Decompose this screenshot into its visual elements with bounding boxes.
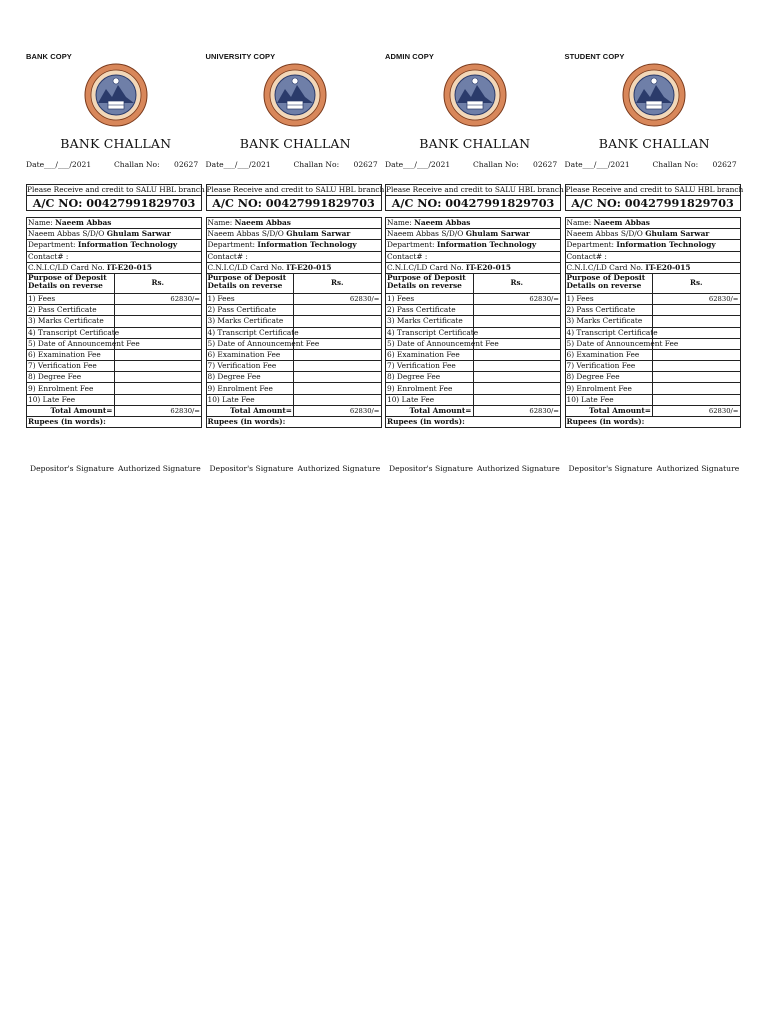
student-name: Naeem Abbas (55, 218, 112, 228)
table-row: 7) Verification Fee (386, 361, 561, 372)
table-row (206, 251, 381, 262)
table-row: Naeem Abbas S/D/O Ghulam Sarwar (565, 229, 740, 240)
bank-instruction: Please Receive and credit to SALU HBL branch (27, 185, 205, 194)
father-name: Ghulam Sarwar (645, 229, 710, 239)
table-row: 6) Examination Fee (206, 349, 381, 360)
total-row (565, 405, 740, 416)
university-seal-icon (622, 63, 686, 127)
table-header-row (206, 273, 381, 293)
table-row: 4) Transcript Certificate (386, 327, 561, 338)
rupees-in-words: Rupees (in words): (206, 417, 381, 428)
table-row: 2) Pass Certificate (206, 305, 381, 316)
table-header-row (386, 273, 561, 293)
purpose-header: Purpose of Deposit Details on reverse (27, 273, 115, 293)
table-row: 5) Date of Announcement Fee (386, 338, 561, 349)
amount-header: Rs. (294, 273, 382, 293)
depositor-signature: Depositor's Signature (209, 464, 294, 474)
depositor-signature: Depositor's Signature (30, 464, 114, 474)
copy-label: UNIVERSITY COPY (205, 52, 276, 61)
table-row: C.N.I.C/LD Card No. IT-E20-015 (206, 262, 381, 273)
university-seal (565, 62, 745, 128)
table-row: 7) Verification Fee (206, 361, 381, 372)
total-amount: 62830/= (473, 405, 561, 416)
table-row: Naeem Abbas S/D/O Ghulam Sarwar (27, 229, 202, 240)
department: Information Technology (436, 240, 537, 250)
university-seal (26, 62, 206, 128)
challan-no-label: Challan No: (114, 159, 160, 169)
bank-instruction: Please Receive and credit to SALU HBL branch (565, 185, 744, 194)
challan-title: BANK CHALLAN (419, 136, 531, 151)
purpose-header: Purpose of Deposit Details on reverse (565, 273, 653, 293)
student-name: Naeem Abbas (414, 218, 471, 228)
signature-row (565, 464, 745, 473)
table-row: C.N.I.C/LD Card No. IT-E20-015 (386, 262, 561, 273)
date-label: Date (26, 159, 45, 169)
rupees-in-words: Rupees (in words): (27, 417, 202, 428)
account-number: A/C NO: 00427991829703 (571, 196, 734, 210)
account-box (206, 184, 385, 211)
rupees-in-words-row (386, 417, 561, 428)
table-row: 3) Marks Certificate (565, 316, 740, 327)
father-name: Ghulam Sarwar (465, 229, 530, 239)
table-row: 1) Fees 62830/= (28, 294, 200, 304)
deposit-details-table (385, 217, 561, 428)
table-row: 1) Fees 62830/= (387, 294, 559, 304)
date-label: Date (385, 159, 404, 169)
date-value: ___/___/2021 (223, 159, 271, 169)
table-row: Name: Naeem Abbas (386, 218, 561, 229)
table-row: 7) Verification Fee (565, 361, 740, 372)
date-challan-row (565, 155, 745, 173)
university-seal (206, 62, 386, 128)
date-value: ___/___/2021 (582, 159, 630, 169)
challan-copy-bank (26, 52, 206, 473)
deposit-details-table (206, 217, 382, 428)
date-challan-row (26, 155, 206, 173)
challan-no-label: Challan No: (473, 159, 519, 169)
challan-title: BANK CHALLAN (239, 136, 351, 151)
copy-label: BANK COPY (26, 52, 72, 61)
deposit-details-table (565, 217, 741, 428)
account-number: A/C NO: 00427991829703 (32, 196, 196, 210)
table-row: 6) Examination Fee (386, 349, 561, 360)
authorized-signature: Authorized Signature (297, 464, 381, 474)
account-number: A/C NO: 00427991829703 (391, 196, 555, 210)
total-row (27, 405, 202, 416)
table-row: 2) Pass Certificate (386, 305, 561, 316)
table-row: Name: Naeem Abbas (27, 218, 202, 229)
department: Information Technology (257, 240, 357, 250)
table-row: 8) Degree Fee (206, 372, 381, 383)
total-row (206, 405, 381, 416)
challan-no-value: 02627 (533, 159, 558, 169)
contact-field: Contact# : (206, 251, 381, 262)
table-row: 10) Late Fee (386, 394, 561, 405)
table-row: 2) Pass Certificate (27, 305, 202, 316)
total-amount: 62830/= (114, 405, 202, 416)
table-header-row (565, 273, 740, 293)
date-challan-row (206, 155, 386, 173)
copy-label: ADMIN COPY (385, 52, 434, 61)
table-row: 3) Marks Certificate (206, 316, 381, 327)
rupees-in-words: Rupees (in words): (565, 417, 740, 428)
cnic-number: IT-E20-015 (465, 262, 512, 272)
challan-no-value: 02627 (353, 159, 378, 169)
cnic-number: IT-E20-015 (106, 262, 153, 272)
table-row: 7) Verification Fee (27, 361, 202, 372)
depositor-signature: Depositor's Signature (389, 464, 473, 474)
total-amount: 62830/= (294, 405, 382, 416)
amount-header: Rs. (473, 273, 561, 293)
total-label: Total Amount= (27, 405, 115, 416)
bank-instruction: Please Receive and credit to SALU HBL branch (206, 185, 385, 194)
contact-field: Contact# : (27, 251, 202, 262)
table-row: Department: Information Technology (386, 240, 561, 251)
table-row: 1) Fees 62830/= (566, 294, 739, 304)
table-row: 10) Late Fee (206, 394, 381, 405)
amount-header: Rs. (114, 273, 202, 293)
table-row: 8) Degree Fee (565, 372, 740, 383)
table-row: 10) Late Fee (27, 394, 202, 405)
university-seal-icon (443, 63, 507, 127)
purpose-header: Purpose of Deposit Details on reverse (206, 273, 294, 293)
account-box (565, 184, 744, 211)
challan-copy-university (206, 52, 386, 473)
authorized-signature: Authorized Signature (118, 464, 201, 474)
date-challan-row (385, 155, 565, 173)
table-row: Naeem Abbas S/D/O Ghulam Sarwar (206, 229, 381, 240)
table-row: 3) Marks Certificate (27, 316, 202, 327)
university-seal-icon (263, 63, 327, 127)
account-box (26, 184, 205, 211)
signature-row (385, 464, 565, 473)
table-row: 6) Examination Fee (565, 349, 740, 360)
table-row: 9) Enrolment Fee (206, 383, 381, 394)
table-row: 2) Pass Certificate (565, 305, 740, 316)
table-row: 4) Transcript Certificate (27, 327, 202, 338)
cnic-number: IT-E20-015 (645, 262, 691, 272)
account-number: A/C NO: 00427991829703 (212, 196, 375, 210)
challan-no-label: Challan No: (652, 159, 699, 169)
challan-no-value: 02627 (712, 159, 737, 169)
total-label: Total Amount= (386, 405, 474, 416)
table-row: 4) Transcript Certificate (565, 327, 740, 338)
depositor-signature: Depositor's Signature (568, 464, 653, 474)
challan-title: BANK CHALLAN (598, 136, 710, 151)
table-row: 4) Transcript Certificate (206, 327, 381, 338)
table-row (565, 251, 740, 262)
table-row: Department: Information Technology (27, 240, 202, 251)
university-seal (385, 62, 565, 128)
student-name: Naeem Abbas (234, 218, 291, 228)
challan-no-value: 02627 (174, 159, 199, 169)
rupees-in-words: Rupees (in words): (386, 417, 561, 428)
total-label: Total Amount= (565, 405, 653, 416)
table-row: Name: Naeem Abbas (206, 218, 381, 229)
table-row: 6) Examination Fee (27, 349, 202, 360)
challan-title: BANK CHALLAN (60, 136, 172, 151)
date-label: Date (564, 159, 583, 169)
total-amount: 62830/= (653, 405, 741, 416)
department: Information Technology (77, 240, 178, 250)
table-row: 5) Date of Announcement Fee (206, 338, 381, 349)
university-seal-icon (84, 63, 148, 127)
date-value: ___/___/2021 (44, 159, 92, 169)
table-row: 3) Marks Certificate (386, 316, 561, 327)
father-name: Ghulam Sarwar (106, 229, 171, 239)
student-name: Naeem Abbas (593, 218, 650, 228)
table-row: Department: Information Technology (206, 240, 381, 251)
table-row: 1) Fees 62830/= (207, 294, 380, 304)
challan-copy-student (565, 52, 745, 473)
total-row (386, 405, 561, 416)
father-name: Ghulam Sarwar (286, 229, 351, 239)
rupees-in-words-row (206, 417, 381, 428)
challan-copy-admin (385, 52, 565, 473)
date-value: ___/___/2021 (403, 159, 451, 169)
account-box (385, 184, 564, 211)
challan-no-label: Challan No: (293, 159, 340, 169)
table-row (27, 251, 202, 262)
challan-copies (26, 52, 744, 473)
rupees-in-words-row (565, 417, 740, 428)
rupees-in-words-row (27, 417, 202, 428)
purpose-header: Purpose of Deposit Details on reverse (386, 273, 474, 293)
bank-instruction: Please Receive and credit to SALU HBL branch (386, 185, 564, 194)
table-row (386, 251, 561, 262)
authorized-signature: Authorized Signature (477, 464, 560, 474)
table-row: Naeem Abbas S/D/O Ghulam Sarwar (386, 229, 561, 240)
authorized-signature: Authorized Signature (656, 464, 740, 474)
signature-row (26, 464, 206, 473)
department: Information Technology (616, 240, 716, 250)
total-label: Total Amount= (206, 405, 294, 416)
table-row: 9) Enrolment Fee (27, 383, 202, 394)
table-row: C.N.I.C/LD Card No. IT-E20-015 (565, 262, 740, 273)
table-header-row (27, 273, 202, 293)
contact-field: Contact# : (565, 251, 740, 262)
copy-label: STUDENT COPY (564, 52, 625, 61)
deposit-details-table (26, 217, 202, 428)
table-row: 5) Date of Announcement Fee (27, 338, 202, 349)
table-row: Name: Naeem Abbas (565, 218, 740, 229)
table-row: Department: Information Technology (565, 240, 740, 251)
amount-header: Rs. (653, 273, 741, 293)
date-label: Date (205, 159, 224, 169)
cnic-number: IT-E20-015 (286, 262, 332, 272)
signature-row (206, 464, 386, 473)
table-row: C.N.I.C/LD Card No. IT-E20-015 (27, 262, 202, 273)
table-row: 8) Degree Fee (386, 372, 561, 383)
table-row: 8) Degree Fee (27, 372, 202, 383)
table-row: 9) Enrolment Fee (565, 383, 740, 394)
contact-field: Contact# : (386, 251, 561, 262)
table-row: 5) Date of Announcement Fee (565, 338, 740, 349)
table-row: 9) Enrolment Fee (386, 383, 561, 394)
table-row: 10) Late Fee (565, 394, 740, 405)
